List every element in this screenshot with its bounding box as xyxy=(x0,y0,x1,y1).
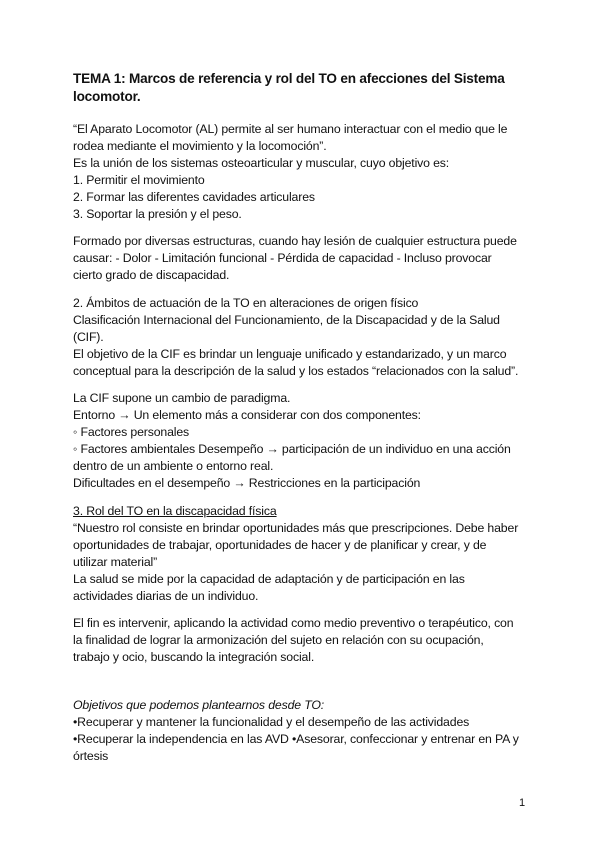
text-line: rodea mediante el movimiento y la locomoción”. xyxy=(73,139,327,153)
text-line: “El Aparato Locomotor (AL) permite al ser humano interactuar con el medio que le xyxy=(73,122,508,136)
text-line: la finalidad de lograr la armonización del sujeto en relación con su ocupación, xyxy=(73,633,484,647)
list-item: 3. Soportar la presión y el peso. xyxy=(73,207,242,221)
text-line: conceptual para la descripción de la salud y los estados “relacionados con la salud”. xyxy=(73,364,519,378)
list-item: •Recuperar la independencia en las AVD •Asesorar, confeccionar y entrenar en PA y xyxy=(73,732,519,746)
purpose-paragraph xyxy=(73,615,543,666)
section-3 xyxy=(73,503,543,605)
paradigm-paragraph xyxy=(73,390,543,492)
text-line: El objetivo de la CIF es brindar un lenguaje unificado y estandarizado, y un marco xyxy=(73,347,507,361)
list-item: ◦ Factores ambientales Desempeño → participación de un individuo en una acción xyxy=(73,442,511,456)
text-line: cierto grado de discapacidad. xyxy=(73,268,230,282)
structures-paragraph xyxy=(73,233,543,284)
text-line: “Nuestro rol consiste en brindar oportunidades más que prescripciones. Debe haber xyxy=(73,521,519,535)
text-line: utilizar material” xyxy=(73,555,158,569)
section-heading: 3. Rol del TO en la discapacidad física xyxy=(73,504,277,518)
title-line: TEMA 1: Marcos de referencia y rol del TO en afecciones del Sistema xyxy=(73,71,505,86)
text-line: causar: - Dolor - Limitación funcional - Pérdida de capacidad - Incluso provocar xyxy=(73,251,492,265)
text-line: La CIF supone un cambio de paradigma. xyxy=(73,391,291,405)
text-line: actividades diarias de un individuo. xyxy=(73,589,259,603)
intro-paragraph xyxy=(73,121,543,223)
text-line: La salud se mide por la capacidad de adaptación y de participación en las xyxy=(73,572,465,586)
list-item: 2. Formar las diferentes cavidades articulares xyxy=(73,190,315,204)
section-2 xyxy=(73,295,543,380)
page-title xyxy=(73,70,543,106)
text-line: oportunidades de trabajar, oportunidades de hacer y de planificar y crear, y de xyxy=(73,538,487,552)
objectives-section xyxy=(73,697,543,765)
page-number: 1 xyxy=(519,797,526,809)
text-line: Entorno → Un elemento más a considerar con dos componentes: xyxy=(73,408,421,422)
text-line: Clasificación Internacional del Funcionamiento, de la Discapacidad y de la Salud xyxy=(73,313,500,327)
list-item: ◦ Factores personales xyxy=(73,425,190,439)
text-line: El fin es intervenir, aplicando la actividad como medio preventivo o terapéutico, con xyxy=(73,616,514,630)
text-line: órtesis xyxy=(73,749,109,763)
text-line: Es la unión de los sistemas osteoarticular y muscular, cuyo objetivo es: xyxy=(73,156,450,170)
text-line: Dificultades en el desempeño → Restricciones en la participación xyxy=(73,476,421,490)
text-line: trabajo y ocio, buscando la integración social. xyxy=(73,650,315,664)
list-item: •Recuperar y mantener la funcionalidad y el desempeño de las actividades xyxy=(73,715,470,729)
text-line: dentro de un ambiente o entorno real. xyxy=(73,459,274,473)
section-heading: 2. Ámbitos de actuación de la TO en alteraciones de origen físico xyxy=(73,296,419,310)
title-line: locomotor. xyxy=(73,89,141,104)
text-line: (CIF). xyxy=(73,330,104,344)
text-line: Formado por diversas estructuras, cuando hay lesión de cualquier estructura puede xyxy=(73,234,517,248)
objectives-heading: Objetivos que podemos plantearnos desde TO: xyxy=(73,698,325,712)
list-item: 1. Permitir el movimiento xyxy=(73,173,205,187)
